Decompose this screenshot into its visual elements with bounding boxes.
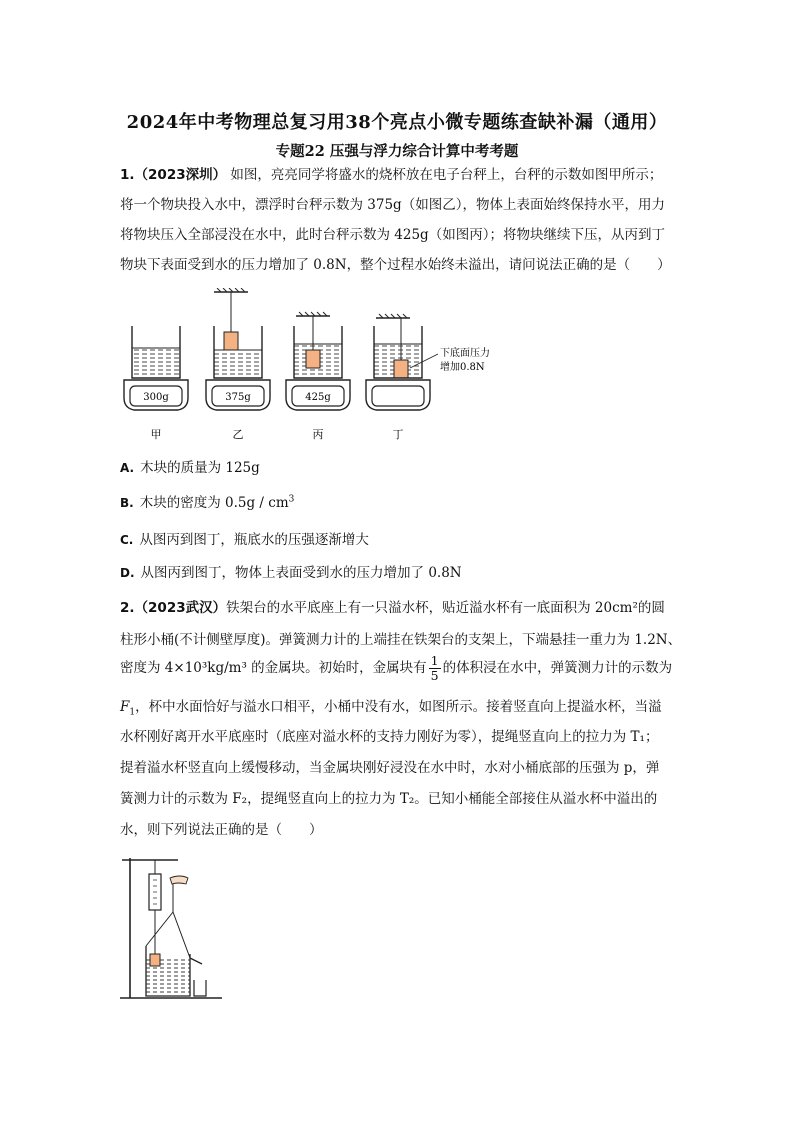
label-yi: 乙 [232,428,244,441]
annotation-line-2: 增加0.8N [440,362,485,373]
q1-figure [118,288,538,444]
option-letter: B. [120,496,134,510]
fraction-one-fifth [429,654,441,683]
q2-text-4: ，杯中水面恰好与溢水口相平，小桶中没有水，如图所示。接着竖直向上提溢水杯，当溢 [135,699,662,715]
fraction-numerator: 1 [430,653,439,668]
q2-line-7: 簧测力计的示数为 F₂，提绳竖直向上的拉力为 T₂。已知小桶能全部接住从溢水杯中溢出的 [120,791,658,807]
q1-option-a [120,456,260,476]
force-subscript: 1 [129,707,136,718]
q2-text-3a: 密度为 4×10³kg/m³ 的金属块。初始时，金属块有 [120,660,427,676]
q1-line-1 [120,163,662,183]
q1-option-c [120,528,369,548]
option-letter: D. [120,566,135,580]
force-symbol: F [120,699,130,715]
option-letter: C. [120,533,134,547]
q2-line-3 [120,654,672,683]
q1-line-2: 将一个物块投入水中，漂浮时台秤示数为 375g（如图乙），物体上表面始终保持水平，用力 [120,197,665,213]
q1-line-3: 将物块压入全部浸没在水中，此时台秤示数为 425g（如图丙）；将物块继续下压，从丙到丁 [120,227,665,243]
q2-line-5: 水杯刚好离开水平底座时（底座对溢水杯的支持力刚好为零），提绳竖直向上的拉力为 T₁； [120,729,659,745]
option-letter: A. [120,461,135,475]
q2-number: 2. [120,600,135,616]
q2-line-4 [120,695,662,718]
fraction-denominator: 5 [430,668,439,683]
q1-source: （2023深圳） [134,167,227,183]
q1-option-b [120,491,294,511]
label-bing: 丙 [312,428,324,441]
q2-figure [118,854,228,1004]
option-text: 木块的质量为 125g [140,460,260,476]
q1-text-1: 如图，亮亮同学将盛水的烧杯放在电子台秤上，台秤的示数如图甲所示； [230,167,663,183]
document-title: 2024年中考物理总复习用38个亮点小微专题练查缺补漏（通用） [126,112,668,133]
q2-text-1: 铁架台的水平底座上有一只溢水杯，贴近溢水杯有一底面积为 20cm²的圆 [226,600,665,616]
q2-line-6: 提着溢水杯竖直向上缓慢移动，当金属块刚好浸没在水中时，水对小桶底部的压强为 p，弹 [120,760,660,776]
option-text: 从图丙到图丁，瓶底水的压强逐渐增大 [139,532,369,548]
reading-bing: 425g [305,392,331,403]
q2-text-3b: 的体积浸在水中，弹簧测力计的示数为 [442,660,673,676]
document-subtitle: 专题22 压强与浮力综合计算中考考题 [275,143,519,160]
q1-line-4: 物块下表面受到水的压力增加了 0.8N，整个过程水始终未溢出，请问说法正确的是（ ） [120,257,671,273]
q1-option-d [120,561,462,581]
q1-number: 1. [120,167,135,183]
q2-line-1 [120,596,665,616]
label-jia: 甲 [150,428,162,441]
beaker-ding [366,314,438,410]
reading-yi: 375g [225,392,251,403]
option-text: 木块的密度为 0.5g / cm [139,495,289,511]
option-superscript: 3 [288,494,295,505]
annotation-line-1: 下底面压力 [440,348,490,359]
label-ding: 丁 [392,428,404,441]
reading-jia: 300g [143,392,169,403]
q2-source: （2023武汉） [134,600,227,616]
option-text: 从图丙到图丁，物体上表面受到水的压力增加了 0.8N [140,565,462,581]
q2-line-2: 柱形小桶(不计侧壁厚度)。弹簧测力计的上端挂在铁架台的支架上，下端悬挂一重力为 1.2N、 [120,632,682,648]
q2-line-8: 水，则下列说法正确的是（ ） [120,822,323,838]
